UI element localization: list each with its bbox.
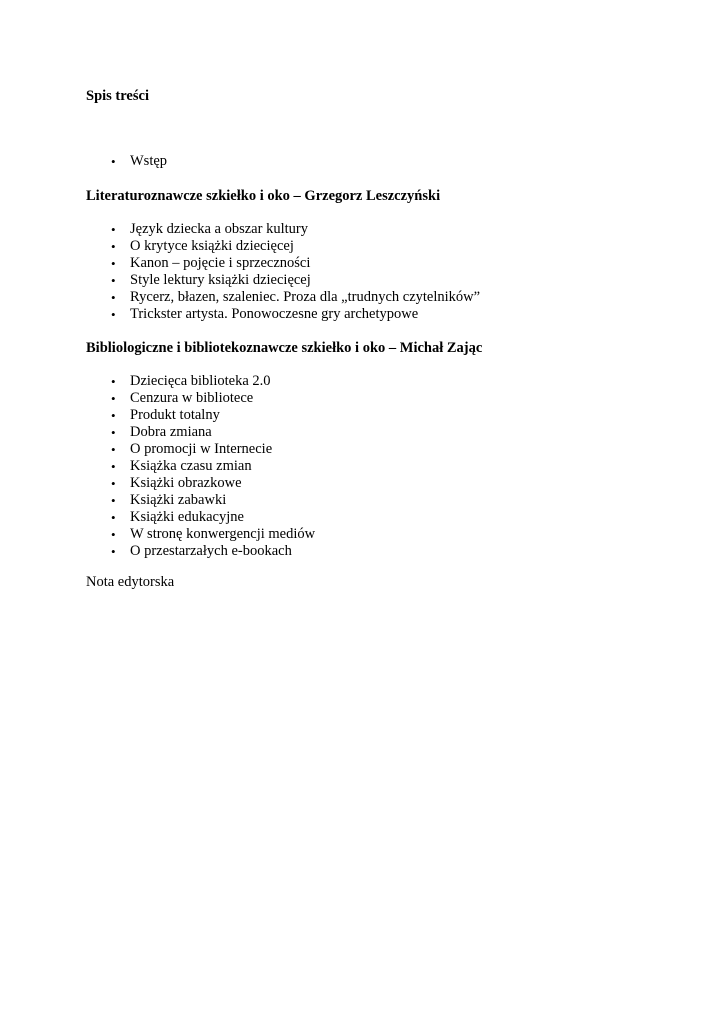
section-heading-literature: Literaturoznawcze szkiełko i oko – Grzegorz Leszczyński — [86, 188, 441, 204]
bullet-icon: • — [111, 222, 116, 237]
list-item-label: Dobra zmiana — [130, 424, 212, 440]
bullet-icon: • — [111, 527, 116, 542]
bullet-icon: • — [111, 442, 116, 457]
list-item-label: Książki edukacyjne — [130, 509, 244, 525]
list-item — [0, 526, 315, 543]
list-item — [0, 458, 315, 475]
list-item — [0, 306, 480, 323]
list-item — [0, 289, 480, 306]
list-item — [0, 221, 480, 238]
section-list-literature — [0, 221, 480, 323]
list-item-label: Dziecięca biblioteka 2.0 — [130, 373, 271, 389]
list-item-label: Książka czasu zmian — [130, 458, 252, 474]
list-item-label: Trickster artysta. Ponowoczesne gry archetypowe — [130, 306, 419, 322]
section-list-library — [0, 373, 315, 560]
list-item — [0, 255, 480, 272]
list-item — [0, 543, 315, 560]
list-item-label: Kanon – pojęcie i sprzeczności — [130, 255, 311, 271]
list-item — [0, 509, 315, 526]
bullet-icon: • — [111, 374, 116, 389]
list-item — [0, 238, 480, 255]
list-item-label: Cenzura w bibliotece — [130, 390, 254, 406]
editorial-note: Nota edytorska — [86, 574, 175, 590]
bullet-icon: • — [111, 391, 116, 406]
list-item — [0, 407, 315, 424]
bullet-icon: • — [111, 459, 116, 474]
list-item-label: Produkt totalny — [130, 407, 220, 423]
bullet-icon: • — [111, 510, 116, 525]
bullet-icon: • — [111, 544, 116, 559]
list-item — [0, 424, 315, 441]
list-item-label: O promocji w Internecie — [130, 441, 273, 457]
list-item-label: O przestarzałych e-bookach — [130, 543, 292, 559]
bullet-icon: • — [111, 307, 116, 322]
bullet-icon: • — [111, 273, 116, 288]
bullet-icon: • — [111, 425, 116, 440]
bullet-icon: • — [111, 154, 116, 169]
list-item-label: Język dziecka a obszar kultury — [130, 221, 308, 237]
list-item-label: O krytyce książki dziecięcej — [130, 238, 294, 254]
intro-list — [0, 153, 167, 170]
page-title: Spis treści — [86, 88, 149, 104]
bullet-icon: • — [111, 290, 116, 305]
list-item — [0, 475, 315, 492]
list-item-label: Książki zabawki — [130, 492, 227, 508]
list-item — [0, 272, 480, 289]
list-item — [0, 390, 315, 407]
list-item — [0, 373, 315, 390]
list-item — [0, 492, 315, 509]
bullet-icon: • — [111, 239, 116, 254]
list-item-label: Książki obrazkowe — [130, 475, 242, 491]
list-item-label: Rycerz, błazen, szaleniec. Proza dla „trudnych czytelników” — [130, 289, 481, 305]
bullet-icon: • — [111, 256, 116, 271]
list-item — [0, 153, 167, 170]
list-item-label: W stronę konwergencji mediów — [130, 526, 316, 542]
bullet-icon: • — [111, 493, 116, 508]
bullet-icon: • — [111, 476, 116, 491]
list-item — [0, 441, 315, 458]
list-item-label: Wstęp — [130, 153, 168, 169]
list-item-label: Style lektury książki dziecięcej — [130, 272, 311, 288]
bullet-icon: • — [111, 408, 116, 423]
section-heading-library: Bibliologiczne i bibliotekoznawcze szkiełko i oko – Michał Zając — [86, 340, 483, 356]
